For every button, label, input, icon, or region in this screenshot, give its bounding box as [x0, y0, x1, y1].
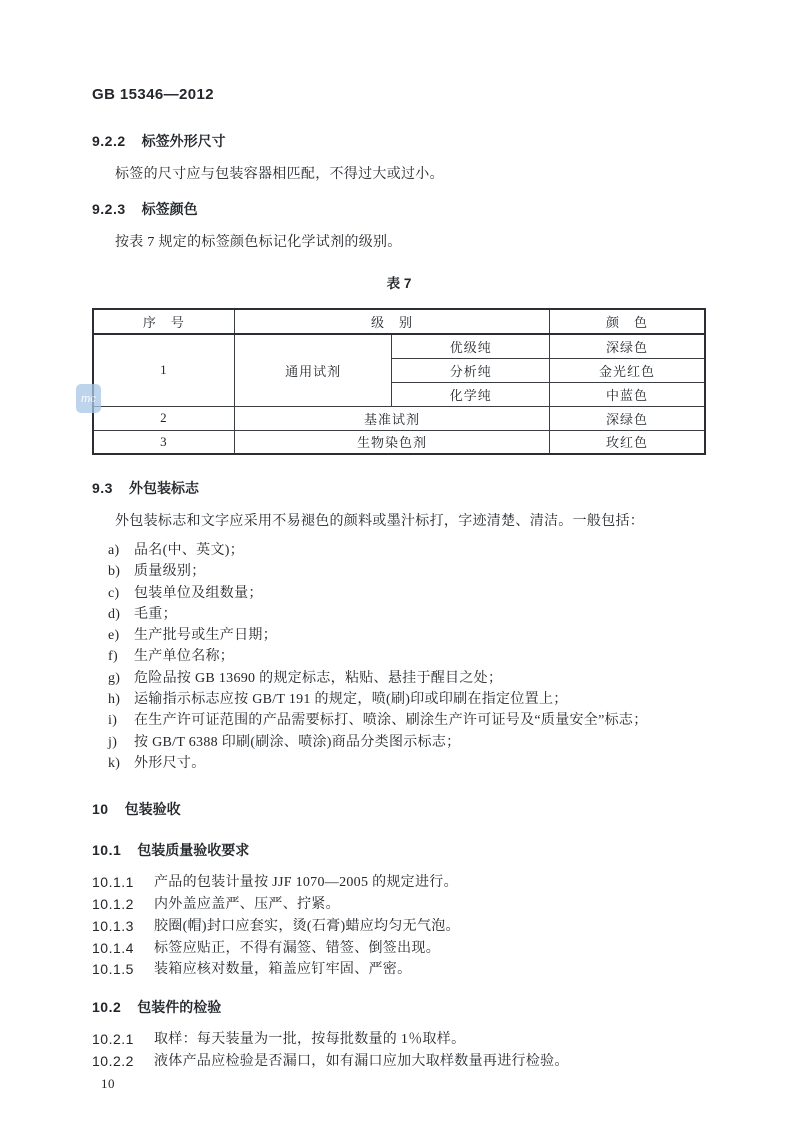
clause-heading-10-2 [92, 997, 706, 1017]
cell-color: 玫红色 [550, 430, 705, 454]
table-7-caption: 表 7 [386, 276, 412, 291]
clause-text: 装箱应核对数量，箱盖应钉牢固、严密。 [154, 962, 412, 978]
clause-title: 标签颜色 [141, 201, 198, 217]
clause-9-2-3-paragraph: 按表 7 规定的标签颜色标记化学试剂的级别。 [115, 235, 402, 250]
item-text: 毛重； [134, 606, 177, 622]
item-label: i) [108, 713, 118, 729]
cell-general-reagent: 通用试剂 [234, 334, 392, 406]
item-text: 在生产许可证范围的产品需要标打、喷涂、刷涂生产许可证号及“质量安全”标志； [134, 713, 648, 729]
item-text: 按 GB/T 6388 印刷(刷涂、喷涂)商品分类图示标志； [134, 734, 461, 750]
clause-number: 10.1.1 [92, 874, 134, 891]
clause-text: 内外盖应盖严、压严、拧紧。 [154, 897, 340, 913]
header-grade: 级 别 [234, 309, 549, 334]
clause-title: 包装质量验收要求 [137, 842, 250, 859]
item-text: 质量级别； [134, 564, 206, 580]
item-text: 生产批号或生产日期； [134, 628, 277, 644]
clause-title: 外包装标志 [128, 480, 199, 496]
item-label: c) [108, 585, 120, 601]
table-row [93, 334, 705, 358]
list-item-i [108, 710, 706, 731]
table-header-row [93, 309, 705, 334]
clause-number: 10.1.3 [92, 917, 134, 934]
clause-item-10-2-1 [92, 1029, 706, 1051]
cell-seq-1: 1 [93, 334, 234, 406]
cell-grade: 优级纯 [392, 334, 550, 358]
item-text: 外形尺寸。 [134, 755, 206, 771]
item-text: 生产单位名称； [134, 649, 235, 665]
clause-number: 9.2.3 [92, 201, 126, 217]
standard-code-header: GB 15346—2012 [92, 86, 214, 103]
list-item-a [108, 540, 706, 561]
clause-number: 10.2.1 [92, 1031, 134, 1048]
clause-heading-9-2-2 [92, 131, 706, 151]
item-label: h) [108, 692, 121, 708]
blue-watermark-badge: mc [76, 384, 101, 413]
clause-number: 10.2 [92, 999, 122, 1016]
clause-heading-9-2-3 [92, 199, 706, 219]
clause-number: 10.2.2 [92, 1053, 134, 1070]
clause-9-3-intro: 外包装标志和文字应采用不易褪色的颜料或墨汁标打，字迹清楚、清洁。一般包括： [115, 514, 645, 529]
item-label: g) [108, 670, 121, 686]
clause-number: 9.2.2 [92, 133, 126, 149]
list-item-h [108, 689, 706, 710]
clause-number: 10.1.5 [92, 961, 134, 978]
item-label: b) [108, 564, 121, 580]
clause-text: 取样：每天装量为一批，按每批数量的 1％取样。 [154, 1032, 466, 1048]
list-item-e [108, 625, 706, 646]
cell-bio-stain: 生物染色剂 [234, 430, 549, 454]
list-item-j [108, 732, 706, 753]
cell-grade: 分析纯 [392, 358, 550, 382]
item-text: 包装单位及组数量； [134, 585, 263, 601]
clause-text: 胶圈(帽)封口应套实，烫(石膏)蜡应均匀无气泡。 [154, 918, 460, 934]
header-color: 颜 色 [550, 309, 705, 334]
clause-item-10-1-5 [92, 959, 706, 981]
page-number: 10 [101, 1075, 115, 1091]
table-row [93, 406, 705, 430]
clause-item-10-2-2 [92, 1051, 706, 1073]
list-item-k [108, 753, 706, 774]
cell-seq-3: 3 [93, 430, 234, 454]
clause-heading-9-3 [92, 478, 706, 498]
table-row [93, 430, 705, 454]
clause-number: 10.1.4 [92, 939, 134, 956]
list-item-c [108, 583, 706, 604]
clause-heading-10 [92, 799, 706, 819]
clause-item-10-1-2 [92, 894, 706, 916]
clause-number: 10 [92, 801, 109, 818]
clause-item-10-1-3 [92, 916, 706, 938]
cell-color: 深绿色 [550, 406, 705, 430]
list-item-f [108, 646, 706, 667]
item-label: d) [108, 606, 121, 622]
item-label: e) [108, 628, 120, 644]
cell-reference-reagent: 基准试剂 [234, 406, 549, 430]
clause-10-1-items [92, 872, 706, 981]
cell-seq-2: 2 [93, 406, 234, 430]
clause-text: 产品的包装计量按 JJF 1070—2005 的规定进行。 [154, 875, 458, 891]
clause-title: 包装件的检验 [137, 999, 222, 1016]
clause-title: 标签外形尺寸 [141, 133, 226, 149]
clause-heading-10-1 [92, 840, 706, 860]
clause-number: 10.1 [92, 842, 122, 859]
item-label: a) [108, 543, 120, 558]
header-seq: 序 号 [93, 309, 234, 334]
clause-9-2-2-paragraph: 标签的尺寸应与包装容器相匹配，不得过大或过小。 [115, 167, 444, 182]
clause-item-10-1-1 [92, 872, 706, 894]
clause-number: 9.3 [92, 480, 113, 496]
cell-grade: 化学纯 [392, 382, 550, 406]
cell-color: 深绿色 [550, 334, 705, 358]
item-text: 运输指示标志应按 GB/T 191 的规定，喷(刷)印或印刷在指定位置上； [134, 692, 568, 708]
list-item-g [108, 668, 706, 689]
item-label: j) [108, 734, 118, 750]
item-text: 品名(中、英文)； [134, 543, 245, 558]
item-text: 危险品按 GB 13690 的规定标志，粘贴、悬挂于醒目之处； [134, 670, 503, 686]
clause-title: 包装验收 [124, 801, 181, 818]
list-item-b [108, 561, 706, 582]
table-7 [92, 308, 706, 455]
clause-10-2-items [92, 1029, 706, 1073]
cell-color: 金光红色 [550, 358, 705, 382]
list-item-d [108, 604, 706, 625]
item-label: k) [108, 755, 121, 771]
clause-item-10-1-4 [92, 938, 706, 960]
clause-number: 10.1.2 [92, 896, 134, 913]
cell-color: 中蓝色 [550, 382, 705, 406]
clause-text: 液体产品应检验是否漏口，如有漏口应加大取样数量再进行检验。 [154, 1054, 569, 1070]
clause-text: 标签应贴正，不得有漏签、错签、倒签出现。 [154, 940, 440, 956]
marking-items-list [92, 540, 706, 774]
item-label: f) [108, 649, 118, 665]
